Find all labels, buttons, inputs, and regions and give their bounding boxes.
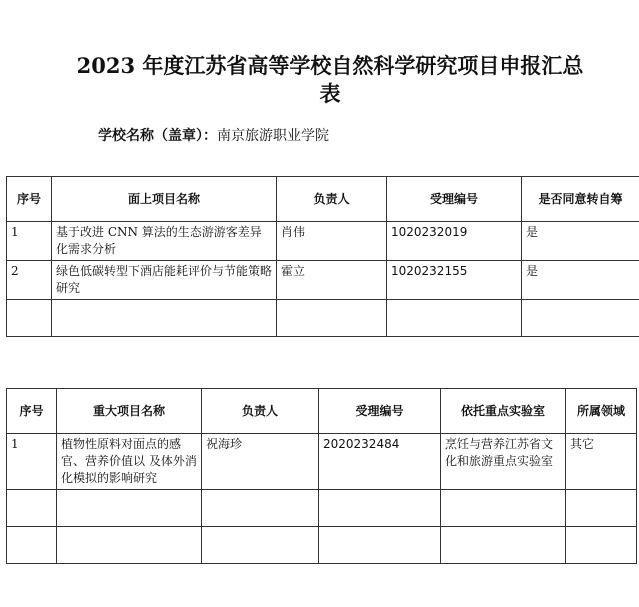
project-name: 植物性原料对面点的感官、营养价值以 及体外消化模拟的影响研究 [57, 434, 202, 490]
header-cell: 所属领域 [566, 389, 637, 434]
project-leader: 祝海珍 [202, 434, 319, 490]
table-row [7, 434, 637, 490]
table-header-row [7, 177, 639, 222]
acceptance-number: 1020232019 [387, 222, 522, 261]
project-leader: 霍立 [277, 261, 387, 300]
header-cell: 依托重点实验室 [441, 389, 566, 434]
research-field: 其它 [566, 434, 637, 490]
project-name: 绿色低碳转型下酒店能耗评价与节能策略研究 [52, 261, 277, 300]
acceptance-number: 1020232155 [387, 261, 522, 300]
header-cell: 受理编号 [319, 389, 441, 434]
table-row [7, 261, 639, 300]
row-index: 1 [7, 222, 52, 261]
school-line [98, 125, 329, 145]
agree-self-funding: 是 [522, 222, 639, 261]
general-projects-table [6, 176, 639, 337]
header-cell: 负责人 [277, 177, 387, 222]
header-cell: 序号 [7, 389, 57, 434]
page-title: 2023 年度江苏省高等学校自然科学研究项目申报汇总表 [76, 53, 584, 106]
header-cell: 重大项目名称 [57, 389, 202, 434]
table-header-row [7, 389, 637, 434]
project-name: 基于改进 CNN 算法的生态游游客差异化需求分析 [52, 222, 277, 261]
header-cell: 面上项目名称 [52, 177, 277, 222]
major-projects-table [6, 388, 637, 564]
project-leader: 肖伟 [277, 222, 387, 261]
table-row-empty [7, 300, 639, 337]
school-name: 南京旅游职业学院 [217, 128, 329, 144]
header-cell: 是否同意转自筹 [522, 177, 639, 222]
key-laboratory: 烹饪与营养江苏省文化和旅游重点实验室 [441, 434, 566, 490]
acceptance-number: 2020232484 [319, 434, 441, 490]
table-row-empty [7, 527, 637, 564]
header-cell: 负责人 [202, 389, 319, 434]
header-cell: 受理编号 [387, 177, 522, 222]
school-label: 学校名称（盖章）： [98, 128, 217, 144]
header-cell: 序号 [7, 177, 52, 222]
agree-self-funding: 是 [522, 261, 639, 300]
table-row-empty [7, 490, 637, 527]
row-index: 2 [7, 261, 52, 300]
table-row [7, 222, 639, 261]
row-index: 1 [7, 434, 57, 490]
